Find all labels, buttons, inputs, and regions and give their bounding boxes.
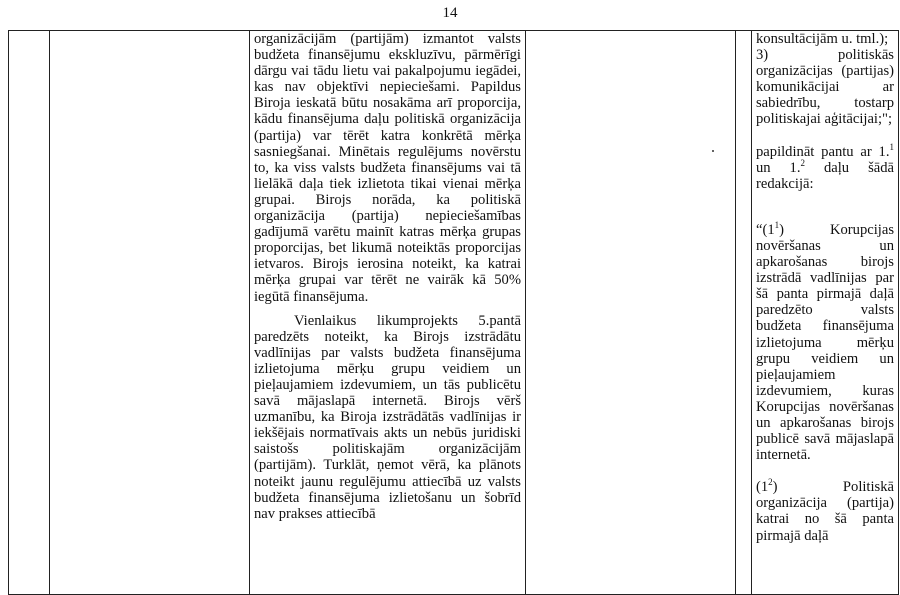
col3-paragraph-1: organizācijām (partijām) izmantot valsts budžeta finansējumu ekskluzīvu, pārmērīgi dārgu vai tādu lietu vai pakalpojumu iegādei, kas nav objektīvi nepieciešami. Papildus Biroja ieskatā būtu nosakāma arī proporcija, kādu finansējuma daļu politiskā organizācija (partija) var tērēt katra konkrētā mērķa sasniegšanai. Minētais regulējums novērstu to, ka viss valsts budžeta finansējums vai tā lielākā daļa tiek izlietota tikai vienai mērķa grupai. Birojs norāda, ka politiskā organizācija (partija) nepieciešamības gadījumā varētu mainīt katras mērķa grupas proporcijas, bet likumā noteiktās proporcijas ietvaros. Birojs ierosina noteikt, ka katrai mērķa grupai var tērēt ne vairāk kā 50% iegūtā finansējuma. bbox=[254, 31, 521, 305]
col3-paragraph-2: Vienlaikus likumprojekts 5.pantā paredzēts noteikt, ka Birojs izstrādātu vadlīnijas par valsts budžeta finansējuma izlietojuma mērķu grupu veidiem un pieļaujamiem izdevumiem, un tās publicētu savā mājaslapā internetā. Birojs vērš uzmanību, ka Biroja izstrādātās vadlīnijas ir iekšējais normatīvais akts un nebūs juridiski saistošs politiskajām organizācijām (partijām). Turklāt, ņemot vērā, ka plānots noteikt jaunu regulējumu attiecībā uz valsts budžeta finansējuma izlietošanu un šobrīd nav prakses attiecībā bbox=[254, 312, 521, 522]
table-row bbox=[9, 31, 899, 595]
table-cell-col6 bbox=[752, 31, 899, 595]
col3-text bbox=[250, 31, 525, 522]
table-cell-col3 bbox=[250, 31, 526, 595]
col6-text bbox=[752, 31, 898, 544]
col6-paragraph-1-1: “$(1^1)$ Korupcijas novēršanas un apkarošanas birojs izstrādā vadlīnijas par šā panta pirmajā daļā paredzēto valsts budžeta finansējuma izlietojuma mērķu grupu veidiem un pieļaujamiem izdevumiem, kuras Korupcijas novēršanas un apkarošanas birojs publicē savā mājaslapā internetā. bbox=[756, 219, 894, 464]
col6-line-1: konsultācijām u. tml.); bbox=[756, 31, 889, 47]
col6-supplement: papildināt pantu ar 1.$^1$ un 1.$^2$ daļu šādā redakcijā: bbox=[756, 141, 895, 192]
stray-mark bbox=[712, 150, 714, 152]
document-table bbox=[8, 30, 899, 595]
table-cell-col5 bbox=[736, 31, 752, 595]
table-cell-col2 bbox=[50, 31, 250, 595]
page-number: 14 bbox=[442, 5, 458, 21]
table-cell-col1 bbox=[9, 31, 50, 595]
table-cell-col4 bbox=[526, 31, 736, 595]
col6-item-3: 3) politiskās organizācijas (partijas) komunikācijai ar sabiedrību, tostarp politiskajai aģitācijai;"; bbox=[756, 47, 894, 128]
col6-paragraph-1-2: $(1^2)$ Politiskā organizācija (partija) katrai no šā panta pirmajā daļā bbox=[756, 477, 894, 544]
